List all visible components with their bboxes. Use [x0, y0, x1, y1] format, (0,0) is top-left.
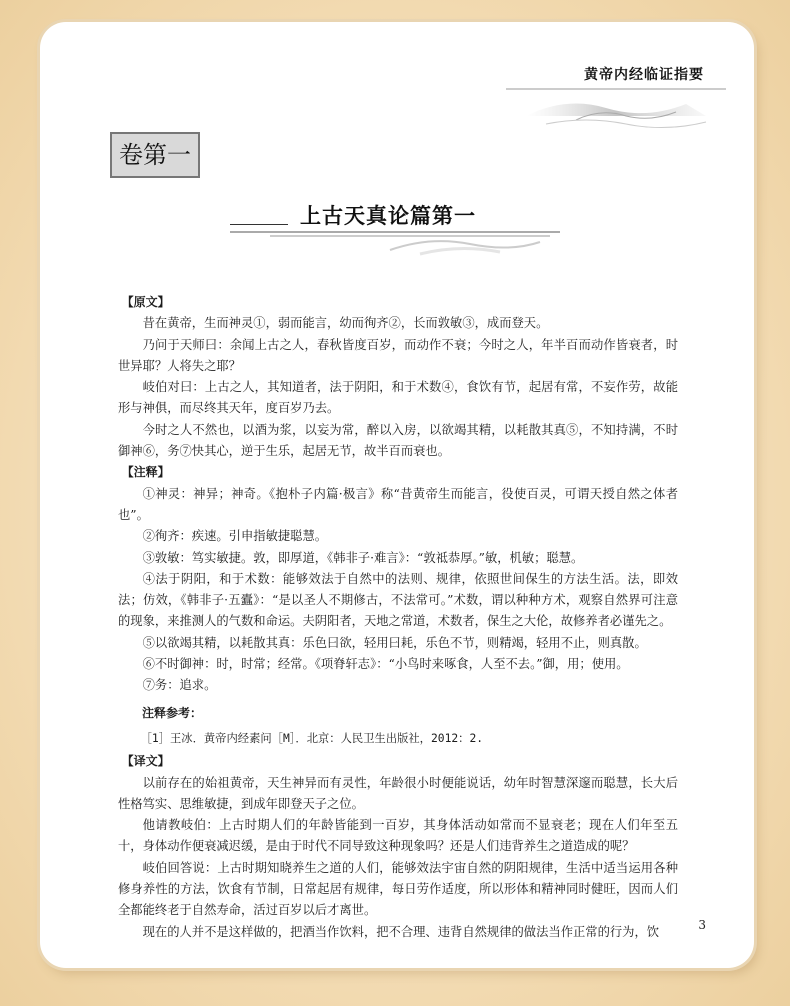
running-header	[506, 62, 726, 132]
note-item: ⑥不时御神：时，时常；经常。《项脊轩志》：“小鸟时来啄食，人至不去。”御，用；使用。	[142, 657, 629, 672]
yiwen-paragraph: 以前存在的始祖黄帝，天生神异而有灵性，年龄很小时便能说话，幼年时智慧深邃而聪慧，长大后性格笃实、思维敏捷，到成年即登天子之位。	[118, 775, 678, 811]
yuanwen-paragraph: 乃问于天师曰：余闻上古之人，春秋皆度百岁，而动作不衰；今时之人，年半百而动作皆衰者，时世异耶？人将失之耶？	[118, 337, 678, 373]
yiwen-paragraph: 现在的人并不是这样做的，把酒当作饮料，把不合理、违背自然规律的做法当作正常的行为，饮	[142, 924, 660, 939]
reference-item: ［1］王冰．黄帝内经素问［M］．北京：人民卫生出版社，2012：2.	[140, 731, 484, 745]
chapter-label: 卷第一	[110, 132, 200, 178]
book-page	[40, 22, 754, 968]
yuanwen-paragraph: 昔在黄帝，生而神灵①，弱而能言，幼而徇齐②，长而敦敏③，成而登天。	[142, 316, 549, 331]
note-item: ②徇齐：疾速。引申指敏捷聪慧。	[142, 529, 328, 544]
yiwen-paragraph: 岐伯回答说：上古时期知晓养生之道的人们，能够效法宇宙自然的阴阳规律，生活中适当运用各种修身养性的方法，饮食有节制，日常起居有规律，每日劳作适度，所以形体和精神同时健旺，因而人们全都能终老于自然寿命，活过百岁以后才离世。	[118, 860, 678, 918]
yiwen-paragraph: 他请教岐伯：上古时期人们的年龄皆能到一百岁，其身体活动如常而不显衰老；现在人们年至五十，身体动作便衰减迟缓，是由于时代不同导致这种现象吗？还是人们违背养生之道造成的呢？	[118, 818, 678, 854]
header-ornament	[506, 86, 726, 132]
note-item: ③敦敏：笃实敏捷。敦，即厚道，《韩非子·难言》：“敦祗恭厚。”敏，机敏；聪慧。	[142, 550, 584, 565]
yuanwen-paragraph: 今时之人不然也，以酒为浆，以妄为常，醉以入房，以欲竭其精，以耗散其真⑤，不知持满，不时御神⑥，务⑦快其心，逆于生乐，起居无节，故半百而衰也。	[118, 422, 678, 459]
yiwen-label: 【译文】	[121, 754, 170, 769]
note-item: ④法于阴阳，和于术数：能够效法于自然中的法则、规律，依照世间保生的方法生活。法，即效法；仿效，《韩非子·五蠹》：“是以圣人不期修古，不法常可。”术数，谓以种种方术，观察自然界可注意的现象，来推测人的气数和命运。夫阴阳者，天地之常道，术数者，保生之大伦，故修养者必谨先之。	[118, 571, 678, 629]
note-item: ⑦务：追求。	[142, 678, 217, 693]
header-title: 黄帝内经临证指要	[584, 67, 704, 83]
title-rule	[230, 224, 288, 225]
title-ornament	[230, 226, 560, 256]
yuanwen-label: 【原文】	[121, 295, 170, 309]
zhushi-label: 【注释】	[121, 465, 170, 480]
body-text	[118, 292, 678, 943]
references-label: 注释参考：	[142, 705, 203, 720]
page-number: 3	[698, 918, 706, 932]
section-title: 上古天真论篇第一	[300, 204, 476, 228]
yuanwen-paragraph: 岐伯对曰：上古之人，其知道者，法于阴阳，和于术数④，食饮有节，起居有常，不妄作劳，故能形与神俱，而尽终其天年，度百岁乃去。	[118, 380, 678, 416]
note-item: ①神灵：神异；神奇。《抱朴子内篇·极言》称“昔黄帝生而能言，役使百灵，可谓天授自然之体者也”。	[118, 486, 678, 522]
note-item: ⑤以欲竭其精，以耗散其真：乐色曰欲，轻用曰耗，乐色不节，则精竭，轻用不止，则真散。	[142, 635, 647, 650]
